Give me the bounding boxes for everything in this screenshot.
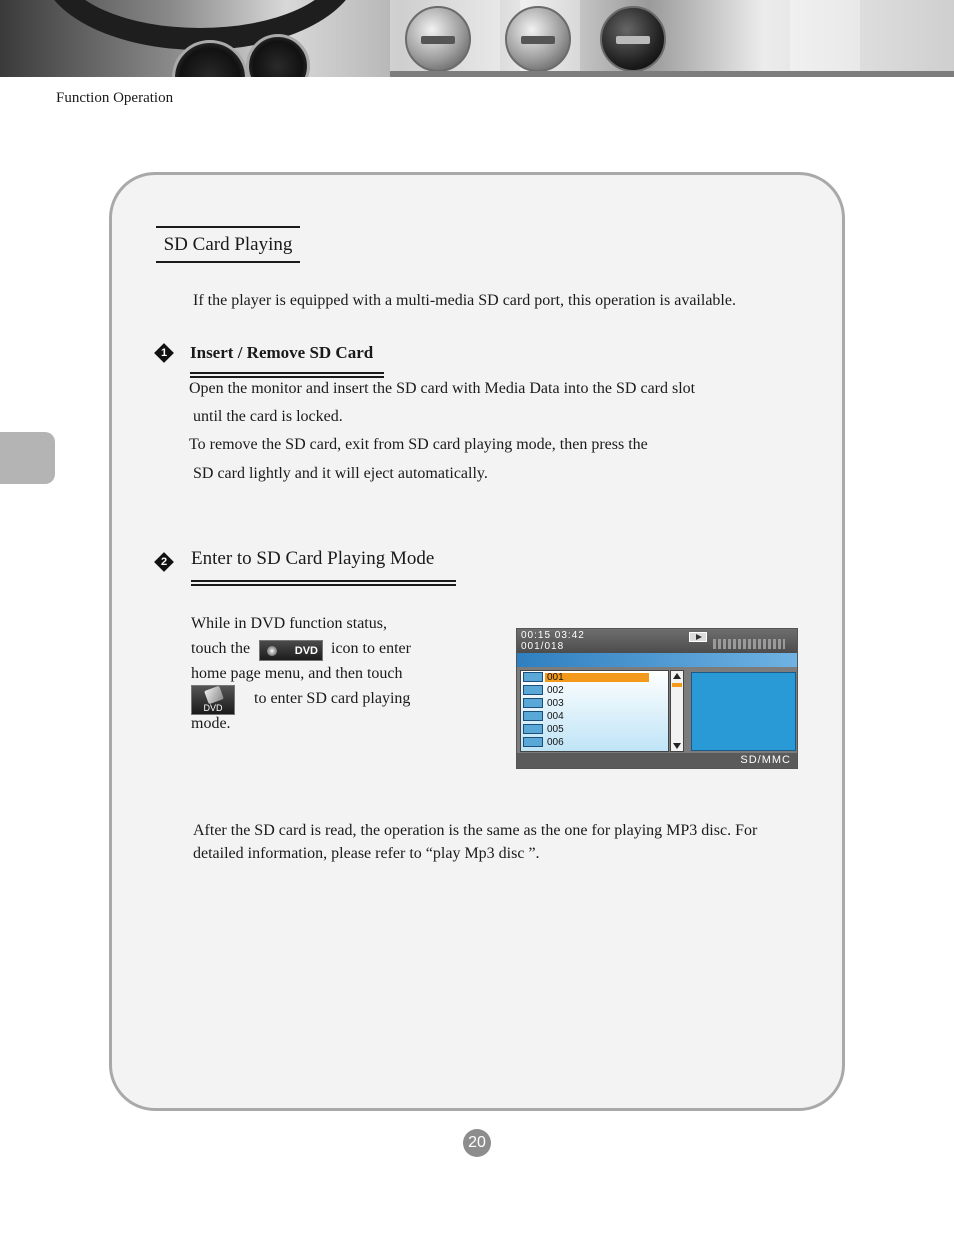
step1-line: until the card is locked. (193, 408, 343, 425)
step1-line: Open the monitor and insert the SD card with Media Data into the SD card slot (189, 380, 696, 397)
temp-knob-graphic (600, 6, 666, 72)
mp3-file-icon (523, 724, 543, 734)
step2-line: icon to enter (331, 640, 411, 657)
file-list-item (521, 736, 668, 749)
mp3-file-icon (523, 698, 543, 708)
chapter-tab (0, 432, 55, 484)
step2-line: touch the (191, 640, 251, 657)
banner-trim (390, 71, 954, 77)
sd-player-screen (516, 628, 798, 769)
banner-panel (790, 0, 860, 77)
step2-line: While in DVD function status, (191, 615, 387, 632)
outro-line: detailed information, please refer to “play Mp3 disc ”. (193, 845, 540, 862)
step1-underline (190, 372, 384, 378)
step-number: 1 (160, 347, 168, 359)
source-label: SD/MMC (740, 754, 791, 766)
step-number-badge (154, 552, 174, 572)
step1-line: To remove the SD card, exit from SD card playing mode, then press the (189, 436, 648, 453)
screen-status-bar (517, 629, 797, 653)
fan-knob-graphic (405, 6, 471, 72)
file-list-item (521, 697, 668, 710)
screen-band (517, 653, 797, 667)
mp3-file-icon (523, 685, 543, 695)
equalizer-icon (713, 639, 785, 649)
play-icon (689, 632, 707, 642)
file-name: 002 (547, 685, 564, 696)
file-list-item (521, 684, 668, 697)
mp3-file-icon (523, 737, 543, 747)
disc-icon (267, 646, 277, 656)
scroll-thumb (672, 683, 682, 687)
intro-text: If the player is equipped with a multi-media SD card port, this operation is available. (193, 292, 736, 309)
step2-heading: Enter to SD Card Playing Mode (191, 548, 435, 569)
step-number: 2 (160, 556, 168, 568)
step-number-badge (154, 343, 174, 363)
dvd-button-label: DVD (294, 645, 318, 657)
sd-card-menu-icon (191, 685, 235, 715)
scroll-up-icon (673, 673, 681, 679)
page-number: 20 (463, 1129, 491, 1157)
step2-line: to enter SD card playing (254, 690, 411, 707)
outro-line: After the SD card is read, the operation is the same as the one for playing MP3 disc. For (193, 822, 758, 839)
mp3-file-icon (523, 672, 543, 682)
file-name: 003 (547, 698, 564, 709)
file-list (520, 670, 669, 752)
scroll-down-icon (673, 743, 681, 749)
sd-card-icon (204, 686, 224, 705)
file-name: 005 (547, 724, 564, 735)
file-list-item (521, 723, 668, 736)
sd-card-menu-label: DVD (203, 703, 223, 713)
section-label: Function Operation (56, 90, 174, 106)
header-banner (0, 0, 954, 77)
file-list-item (521, 671, 668, 684)
screen-footer (517, 753, 797, 768)
step2-line: mode. (191, 715, 231, 732)
dvd-button-icon (259, 640, 323, 661)
file-name: 006 (547, 737, 564, 748)
file-name: 004 (547, 711, 564, 722)
file-list-scrollbar (670, 670, 684, 752)
step1-line: SD card lightly and it will eject automatically. (193, 465, 488, 482)
step2-underline (191, 580, 456, 586)
file-list-item (521, 710, 668, 723)
track-counter: 001/018 (521, 641, 565, 652)
step1-heading: Insert / Remove SD Card (190, 343, 374, 362)
playback-time: 00:15 03:42 (521, 630, 585, 641)
mp3-file-icon (523, 711, 543, 721)
preview-pane (691, 672, 796, 751)
mode-knob-graphic (505, 6, 571, 72)
step2-line: home page menu, and then touch (191, 665, 403, 682)
file-name: 001 (547, 672, 564, 683)
page-title: SD Card Playing (156, 226, 300, 263)
